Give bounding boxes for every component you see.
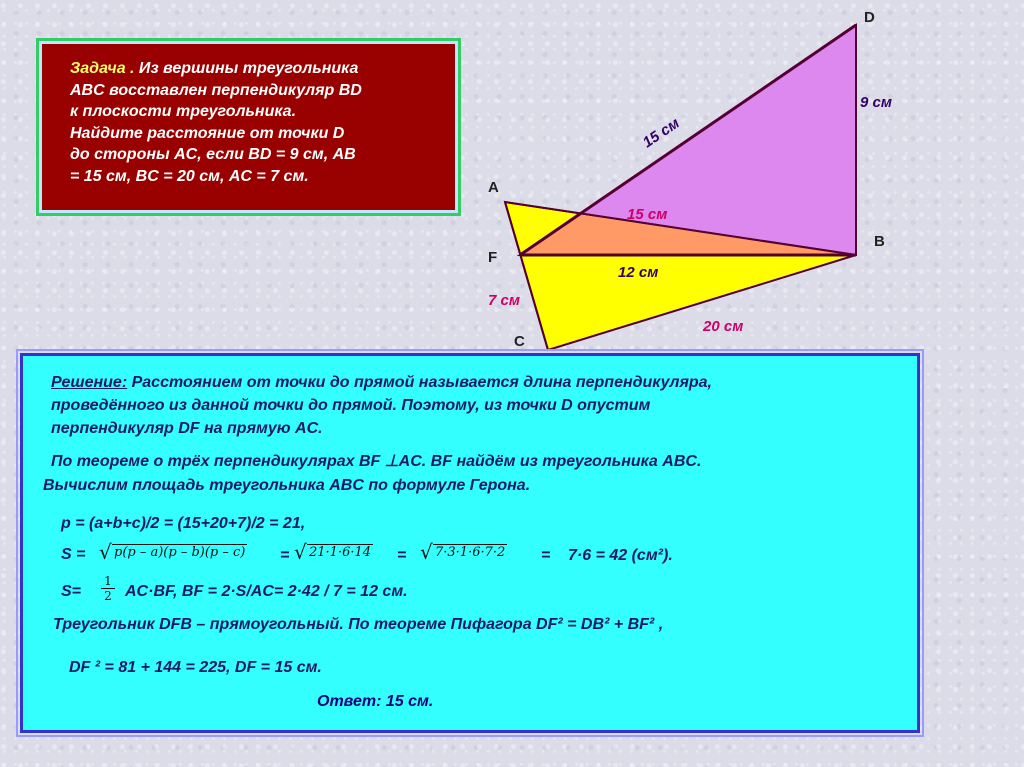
label-df: 15 см xyxy=(639,114,683,152)
sqrt-expression-3: 7·3·1·6·7·2 xyxy=(435,545,506,560)
label-ac: 7 см xyxy=(488,292,520,309)
sqrt-expression-1: p(p – a)(p – b)(p – c) xyxy=(114,545,246,560)
solution-line-8: Треугольник DFB – прямоугольный. По теореме Пифагора DF² = DB² + BF² , xyxy=(53,616,664,633)
s-result: 7·6 = 42 (см²). xyxy=(568,547,673,564)
solution-line-9: DF ² = 81 + 144 = 225, DF = 15 см. xyxy=(69,659,322,676)
task-line-3: к плоскости треугольника. xyxy=(70,103,297,120)
vertex-f: F xyxy=(488,249,498,266)
solution-line-3: перпендикуляр DF на прямую AC. xyxy=(51,420,323,437)
sqrt-sign-2: √ xyxy=(294,540,307,564)
equals-3: = xyxy=(541,547,551,564)
task-line-2: ABC восставлен перпендикуляр BD xyxy=(70,81,362,99)
vertex-c: C xyxy=(514,333,525,350)
solution-line-6: p = (a+b+c)/2 = (15+20+7)/2 = 21, xyxy=(61,515,306,532)
fraction-denominator: 2 xyxy=(104,589,112,603)
equals-1: = xyxy=(280,547,290,564)
solution-line-1 xyxy=(51,374,712,392)
task-title: Задача . xyxy=(70,60,135,77)
vertex-d: D xyxy=(864,9,875,26)
label-bf: 12 см xyxy=(618,264,659,281)
solution-intro: Расстоянием от точки до прямой называется длина перпендикуляра, xyxy=(127,374,712,391)
task-line-4: Найдите расстояние от точки D xyxy=(70,124,345,142)
vertex-b: B xyxy=(874,233,885,250)
label-ab: 15 см xyxy=(627,206,668,223)
solution-line-4: По теореме о трёх перпендикулярах BF ⊥AC. BF найдём из треугольника ABC. xyxy=(51,453,702,470)
sqrt-expression-2: 21·1·6·14 xyxy=(309,545,372,560)
fraction-numerator: 1 xyxy=(101,574,115,589)
solution-line-2: проведённого из данной точки до прямой. Поэтому, из точки D опустим xyxy=(51,397,651,414)
solution-label: Решение: xyxy=(51,374,128,391)
label-bc: 20 см xyxy=(703,318,744,335)
task-line-6: = 15 см, BC = 20 см, AC = 7 см. xyxy=(70,167,309,185)
task-text-1: Из вершины треугольника xyxy=(134,60,359,77)
solution-box xyxy=(20,353,920,733)
equals-2: = xyxy=(397,547,407,564)
label-bd: 9 см xyxy=(860,94,892,111)
s-label: S = xyxy=(61,546,86,563)
answer: Ответ: 15 см. xyxy=(317,693,434,710)
fraction-one-half xyxy=(101,574,115,603)
task-line-5: до стороны AC, если BD = 9 см, AB xyxy=(70,146,356,163)
solution-line-5: Вычислим площадь треугольника ABC по формуле Герона. xyxy=(43,477,531,494)
sqrt-sign-1: √ xyxy=(99,540,112,564)
sqrt-sign-3: √ xyxy=(420,540,433,564)
s2-label: S= xyxy=(61,583,82,600)
vertex-a: A xyxy=(488,179,499,196)
s2-rest: AC·BF, BF = 2·S/AC= 2·42 / 7 = 12 см. xyxy=(125,583,408,600)
